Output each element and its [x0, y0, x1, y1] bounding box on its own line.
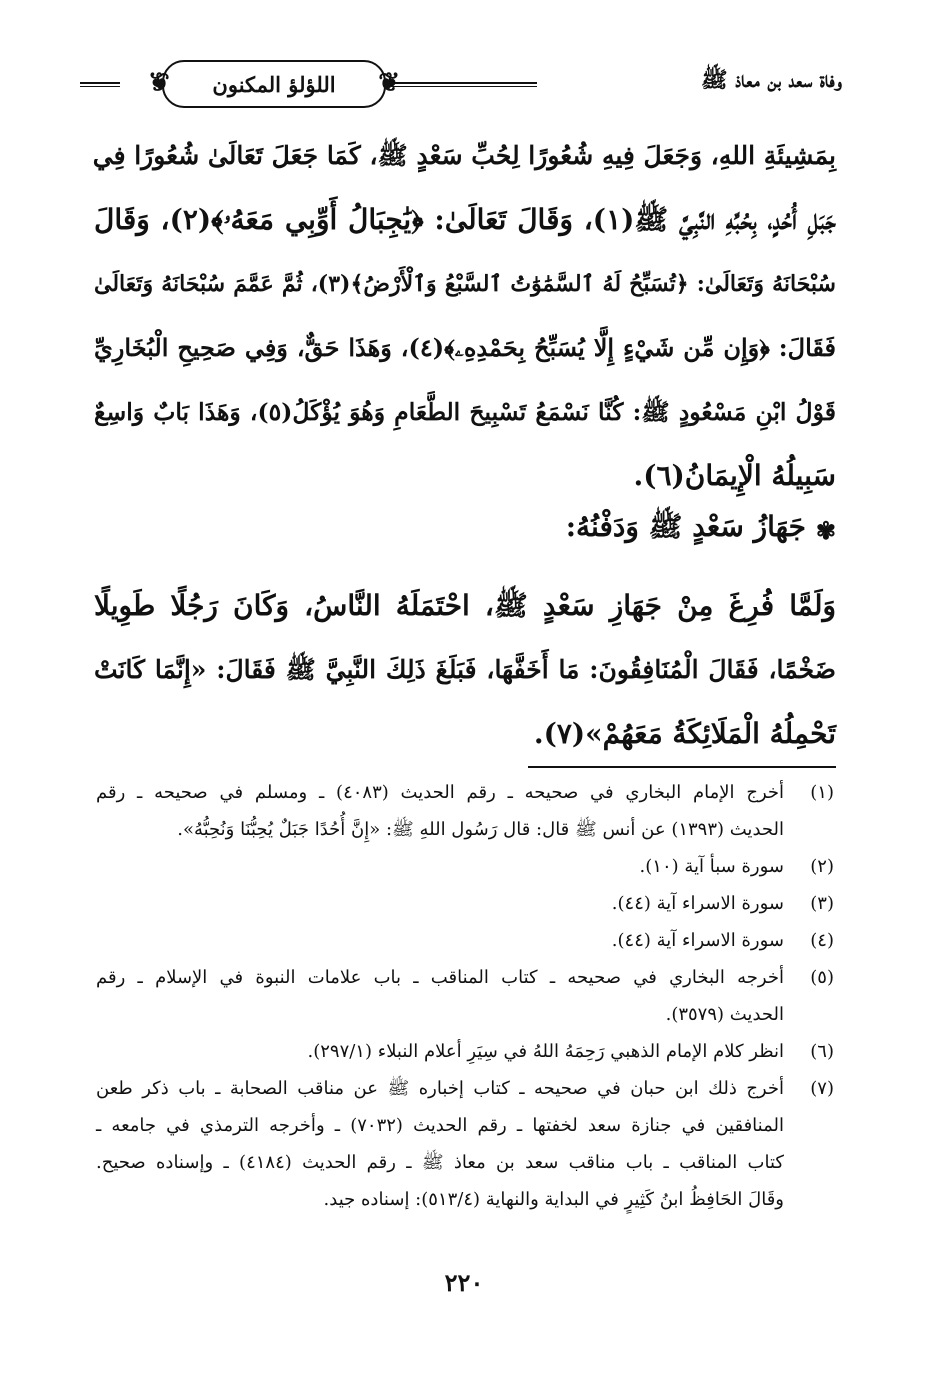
footnote-7 [96, 1070, 834, 1218]
footnote-2 [96, 848, 834, 885]
text-line: سَبِيلُهُ الْإِيمَانُ(٦). [633, 459, 836, 492]
footnote-1 [96, 774, 834, 848]
book-title: ❦ اللؤلؤ المكنون [212, 71, 336, 97]
footnote-line: سورة الاسراء آية (٤٤). [611, 930, 784, 951]
footnote-number: (٢) [810, 856, 834, 877]
footnote-line: انظر كلام الإمام الذهبي رَحِمَهُ اللهُ في سِيَرِ أعلام النبلاء (٢٩٧/١). [307, 1041, 784, 1062]
text-line: جَبَلِ أُحُدٍ، بِحُبِّهِ النَّبِيَّ ﷺ(١)، وَقَالَ تَعَالَىٰ: ﴿يَٰجِبَالُ أَوِّبِي مَعَهُۥ﴾(٢)، وَقَالَ [94, 203, 836, 236]
footnote-number: (٤) [810, 930, 834, 951]
text-line: بِمَشِيئَةِ اللهِ، وَجَعَلَ فِيهِ شُعُورًا لِحُبِّ سَعْدٍ ﷺ، كَمَا جَعَلَ تَعَالَىٰ شُعُورًا فِي [92, 141, 836, 170]
footnote-line: سورة سبأ آية (١٠). [639, 856, 784, 877]
footnote-line: الحديث (٣٥٧٩). [665, 1004, 784, 1025]
header-rule-left [80, 82, 120, 87]
footnote-line: الحديث (١٣٩٣) عن أنس ﷺ قال: قال رَسُول اللهِ ﷺ: «إِنَّ أُحُدًا جَبَلٌ يُحِبُّنَا وَنُحِبُّهُ». [177, 819, 784, 840]
chapter-title: وفاة سعد بن معاذ ﷺ [701, 67, 842, 93]
footnote-5 [96, 959, 834, 1033]
text-line: قَوْلُ ابْنِ مَسْعُودٍ ﷺ: كُنَّا نَسْمَعُ تَسْبِيحَ الطَّعَامِ وَهُوَ يُؤْكَلُ(٥)، وَهَذَا بَابٌ وَاسِعٌ [94, 398, 836, 426]
text-line: سُبْحَانَهُ وَتَعَالَىٰ: ﴿تُسَبِّحُ لَهُ ٱلسَّمَٰوَٰتُ ٱلسَّبْعُ وَٱلْأَرْضُ﴾(٣)، ثُمَّ عَمَّمَ سُبْحَانَهُ وَتَعَالَىٰ [94, 271, 836, 297]
text-line: فَقَالَ: ﴿وَإِن مِّن شَيْءٍ إِلَّا يُسَبِّحُ بِحَمْدِهِۦ﴾(٤)، وَهَذَا حَقٌّ، وَفِي صَحِيحِ الْبُخَارِيِّ [94, 333, 836, 362]
paragraph-2 [94, 574, 836, 766]
flower-bullet-icon: ✾ [815, 515, 836, 545]
footnote-line: أخرج ذلك ابن حبان في صحيحه ـ كتاب إخباره ﷺ عن مناقب الصحابة ـ باب ذكر طعن [96, 1078, 784, 1099]
footnote-line: سورة الاسراء آية (٤٤). [611, 893, 784, 914]
footnote-number: (٦) [810, 1041, 834, 1062]
footnote-line: المنافقين في جنازة سعد لخفتها ـ رقم الحديث (٧٠٣٢) ـ وأخرجه الترمذي في جامعه ـ [96, 1115, 784, 1136]
footnotes [96, 774, 834, 1218]
footnote-number: (٥) [810, 967, 834, 988]
footnote-line: أخرج الإمام البخاري في صحيحه ـ رقم الحديث (٤٠٨٣) ـ ومسلم في صحيحه ـ رقم [96, 782, 785, 803]
paragraph-1 [94, 124, 836, 508]
footnote-3 [96, 885, 834, 922]
footnote-separator [528, 766, 836, 768]
footnote-line: أخرجه البخاري في صحيحه ـ كتاب المناقب ـ باب علامات النبوة في الإسلام ـ رقم [96, 967, 784, 988]
page-number: ٢٢٠ [444, 1268, 484, 1297]
text-line: تَحْمِلُهُ الْمَلَائِكَةُ مَعَهُمْ»(٧). [533, 717, 836, 750]
footnote-number: (٧) [810, 1078, 834, 1099]
footnote-4 [96, 922, 834, 959]
running-header [80, 52, 842, 112]
footnote-6 [96, 1033, 834, 1070]
footnote-number: (٣) [810, 893, 834, 914]
footnote-line: وقَالَ الحَافِظُ ابنُ كَثِيرٍ في البداية والنهاية (٥١٣/٤): إسناده جيد. [323, 1189, 784, 1210]
section-heading [566, 510, 836, 550]
text-line: ضَخْمًا، فَقَالَ الْمُنَافِقُونَ: مَا أَخَفَّهَا، فَبَلَغَ ذَلِكَ النَّبِيَّ ﷺ فَقَالَ: «إِنَّمَا كَانَتْ [94, 655, 836, 684]
section-heading-text: جَهَازُ سَعْدٍ ﷺ وَدَفْنُهُ: [565, 510, 806, 543]
footnote-number: (١) [810, 782, 834, 803]
footnote-line: كتاب المناقب ـ باب مناقب سعد بن معاذ ﷺ ـ رقم الحديث (٤١٨٤) ـ وإسناده صحيح. [96, 1152, 784, 1173]
book-title-cartouche [162, 60, 386, 108]
text-line: وَلَمَّا فُرِغَ مِنْ جَهَازِ سَعْدٍ ﷺ، احْتَمَلَهُ النَّاسُ، وَكَانَ رَجُلًا طَوِيلًا [94, 589, 836, 622]
